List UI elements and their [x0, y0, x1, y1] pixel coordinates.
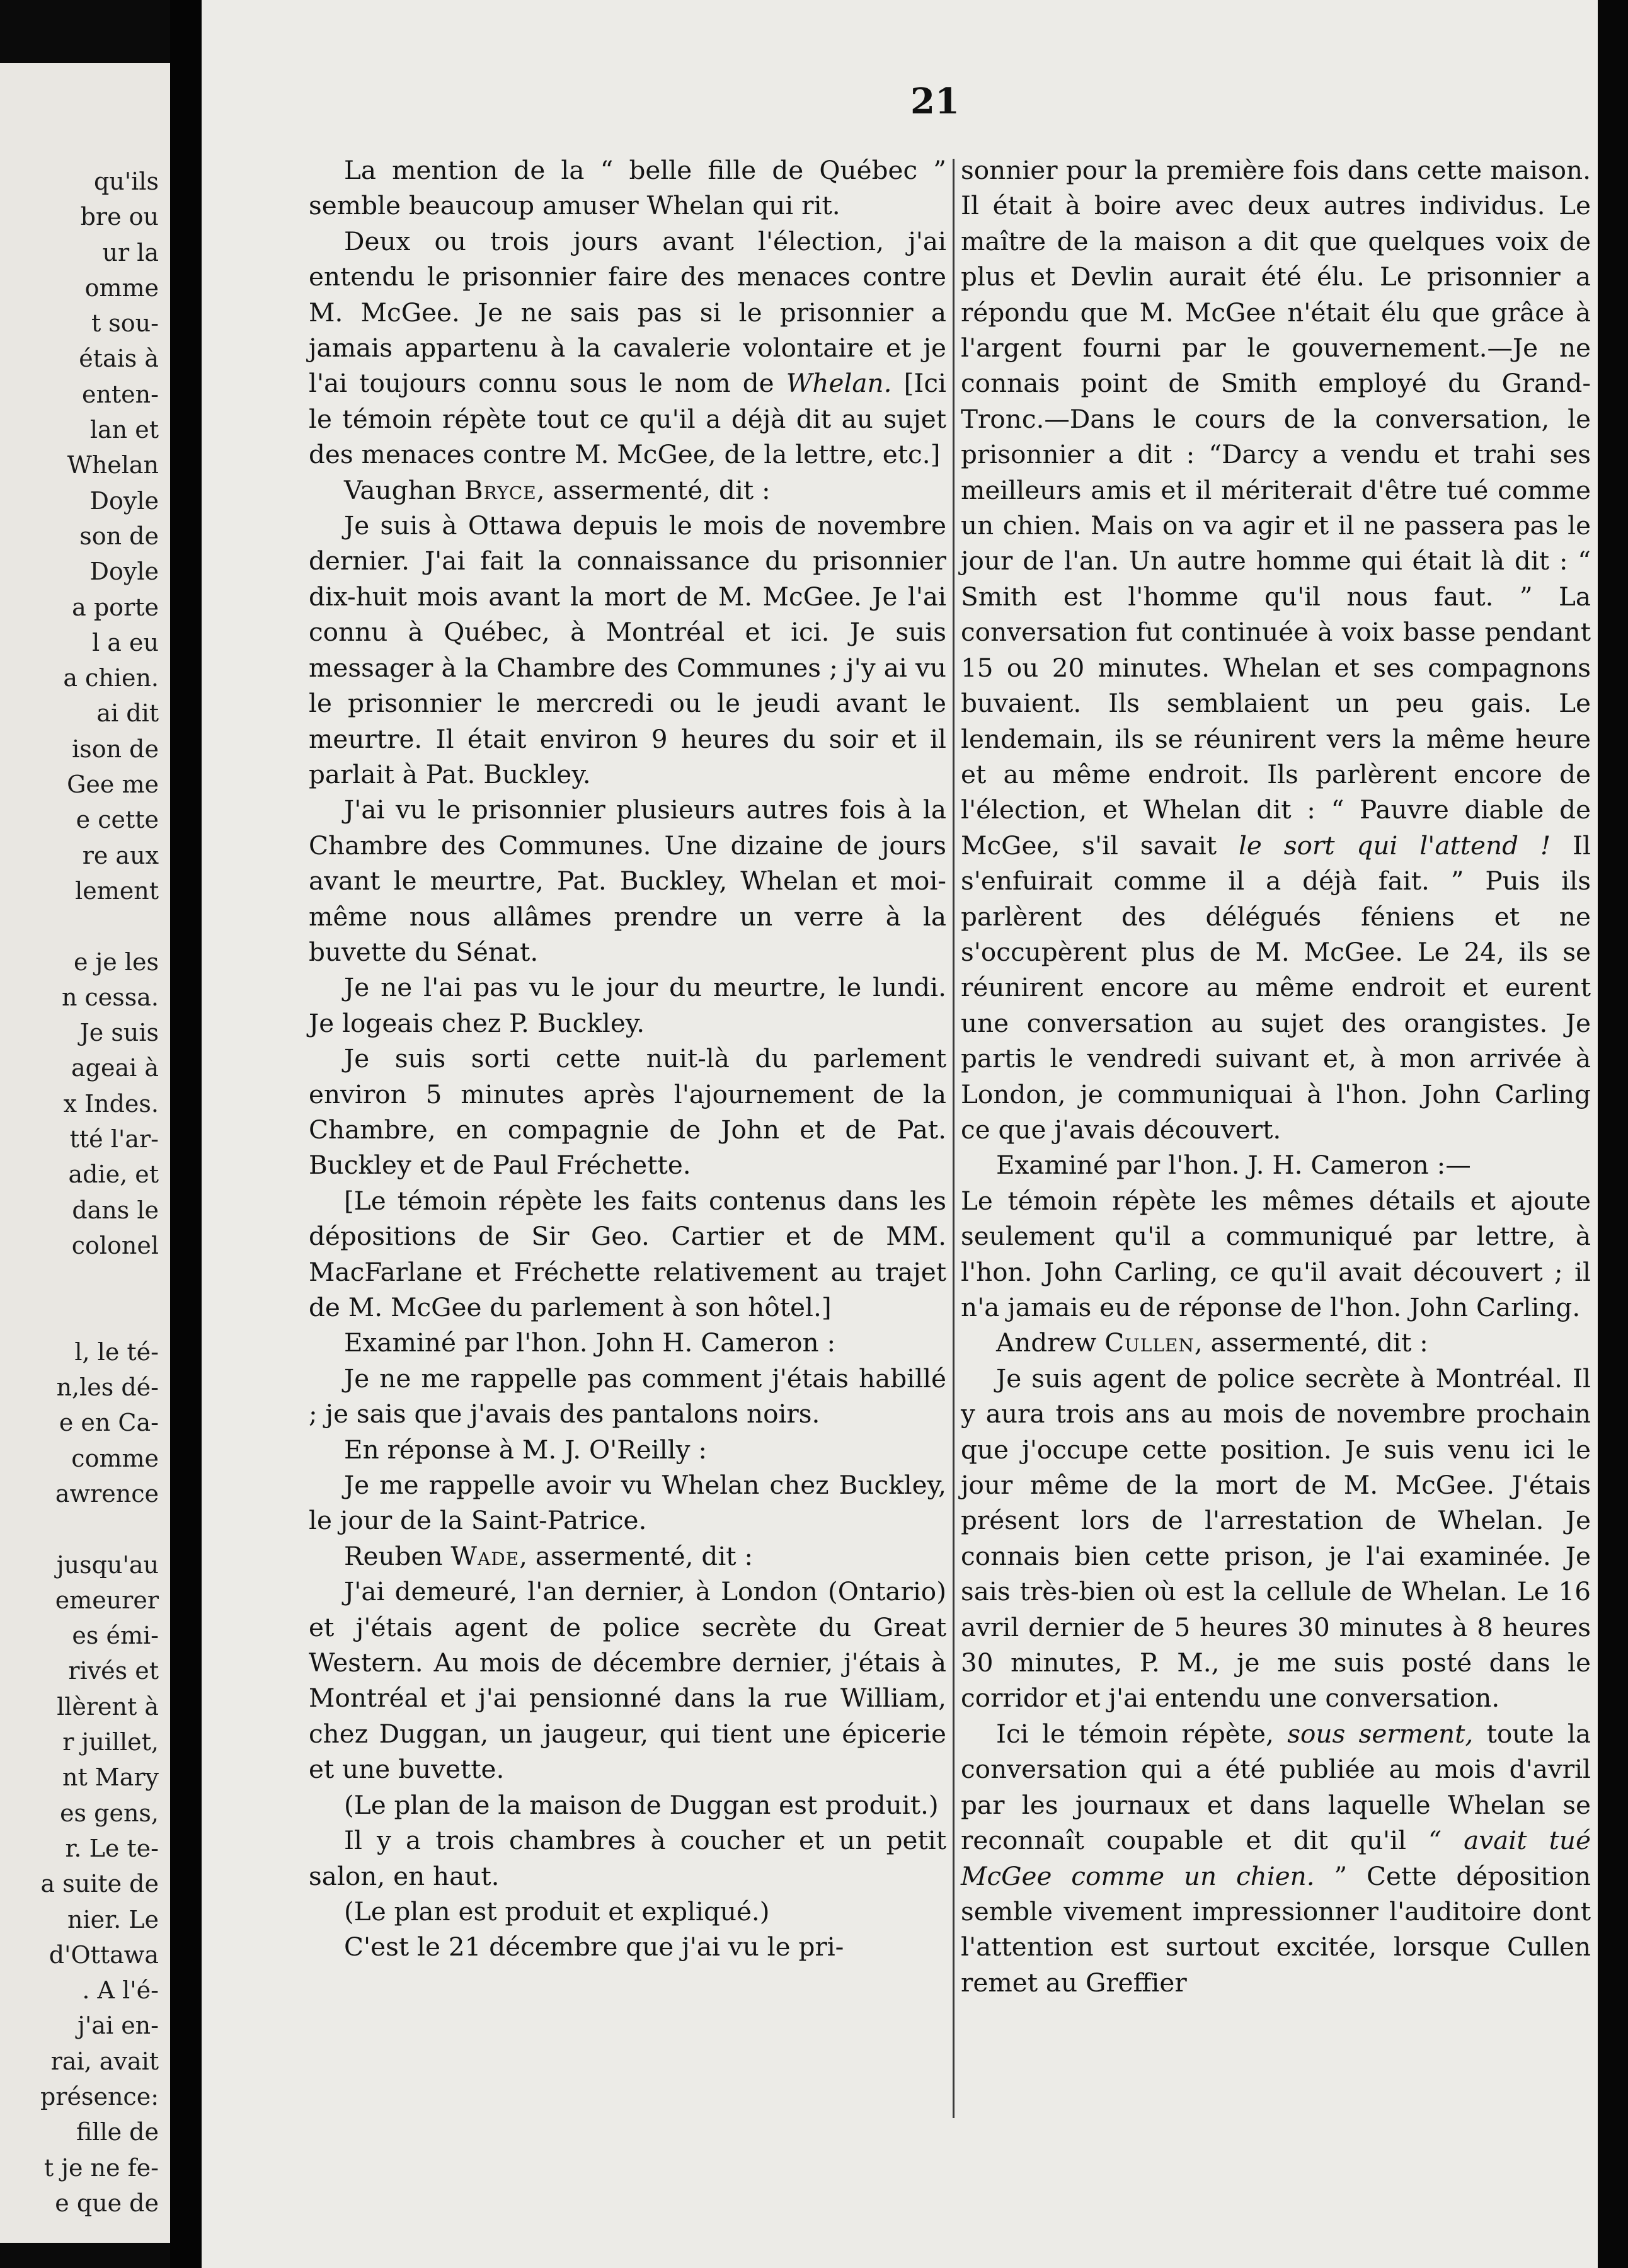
- text-run: , assermenté, dit :: [536, 474, 771, 505]
- left-page-line: t je ne fe-: [43, 2153, 159, 2182]
- left-page-line: tté l'ar-: [69, 1125, 159, 1154]
- left-page-line: ison de: [72, 735, 159, 763]
- column-divider: [953, 159, 954, 2118]
- text-run: J'ai demeuré, l'an dernier, à London (Ontario) et j'étais agent de police secrète du Great Western. Au mois de décembre dernier, j'étais à Montréal et j'ai pensionné dans la rue William, chez Duggan, un jaugeur, qui tient une épicerie et une buvette.: [309, 1576, 946, 1785]
- text-column-left: [309, 152, 946, 1965]
- text-run: (Le plan de la maison de Duggan est produit.): [344, 1789, 939, 1820]
- text-run: J'ai vu le prisonnier plusieurs autres fois à la Chambre des Communes. Une dizaine de jours avant le meurtre, Pat. Buckley, Whelan et moi-même nous allâmes prendre un verre à la buvette du Sénat.: [309, 794, 946, 967]
- paragraph: [961, 152, 1591, 1147]
- left-page-line: jusqu'au: [56, 1550, 159, 1579]
- left-facing-page: [0, 63, 170, 2243]
- left-page-line: ageai à: [71, 1054, 159, 1082]
- paragraph: [961, 1325, 1591, 1360]
- left-page-line: bre ou: [80, 203, 159, 231]
- left-page-line: e je les: [73, 948, 159, 976]
- paragraph: [309, 1823, 946, 1894]
- text-run: Le témoin répète les mêmes détails et ajoute seulement qu'il a communiqué par lettre, à l'hon. John Carling, ce qu'il avait découvert ; il n'a jamais eu de réponse de l'hon. John Carling.: [961, 1185, 1591, 1322]
- left-page-line: t sou-: [91, 309, 159, 338]
- paragraph: [309, 1183, 946, 1326]
- witness-name: Bryce: [464, 474, 537, 505]
- left-page-line: r. Le te-: [65, 1834, 159, 1862]
- left-page-line: Doyle: [89, 486, 159, 515]
- text-run: le sort qui l'attend !: [1238, 830, 1551, 861]
- left-page-line: omme: [84, 273, 159, 302]
- left-page-line: colonel: [71, 1231, 159, 1259]
- text-run: La mention de la “ belle fille de Québec ” semble beaucoup amuser Whelan qui rit.: [309, 155, 946, 221]
- left-page-line: d'Ottawa: [49, 1940, 159, 1969]
- left-page-line: lan et: [89, 416, 159, 444]
- page-right-edge: [1598, 0, 1628, 2268]
- left-page-line: re aux: [82, 841, 159, 869]
- left-page-line: a porte: [72, 593, 159, 621]
- left-page-line: présence:: [40, 2083, 159, 2111]
- left-page-line: Whelan: [67, 451, 159, 479]
- paragraph: [961, 1183, 1591, 1326]
- text-run: Il s'enfuirait comme il a déjà fait. ” Puis ils parlèrent des délégués féniens et ne s'occupèrent plus de M. McGee. Le 24, ils se réunirent encore au même endroit et eurent une conversation au sujet des orangistes. Je partis le vendredi suivant et, à mon arrivée à London, je communiquai à l'hon. John Carling ce que j'avais découvert.: [961, 830, 1591, 1145]
- paragraph: [309, 792, 946, 970]
- text-run: [Le témoin répète les faits contenus dans les dépositions de Sir Geo. Cartier et de MM. MacFarlane et Fréchette relativement au trajet de M. McGee du parlement à son hôtel.]: [309, 1185, 946, 1322]
- left-page-line: rai, avait: [50, 2047, 159, 2075]
- witness-name: Cullen: [1104, 1327, 1195, 1358]
- paragraph: [961, 1147, 1591, 1183]
- left-page-line: dans le: [72, 1196, 159, 1224]
- text-run: C'est le 21 décembre que j'ai vu le pri-: [344, 1932, 844, 1962]
- main-page: [202, 0, 1628, 2268]
- left-page-line: l, le té-: [74, 1337, 159, 1366]
- text-run: Je me rappelle avoir vu Whelan chez Buckley, le jour de la Saint-Patrice.: [309, 1470, 946, 1536]
- left-page-line: son de: [79, 522, 159, 550]
- left-page-line: n,les dé-: [56, 1373, 159, 1402]
- paragraph: [309, 1929, 946, 1964]
- text-run: Vaughan: [344, 474, 464, 505]
- left-page-line: es gens,: [60, 1799, 159, 1827]
- text-run: Je suis agent de police secrète à Montréal. Il y aura trois ans au mois de novembre prochain que j'occupe cette position. Je suis venu ici le jour même de la mort de M. McGee. J'étais présent lors de l'arrestation de Whelan. Je connais bien cette prison, je l'ai examinée. Je sais très-bien où est la cellule de Whelan. Le 16 avril dernier de 5 heures 30 minutes à 8 heures 30 minutes, P. M., je me suis posté dans le corridor et j'ai entendu une conversation.: [961, 1363, 1591, 1714]
- left-page-line: llèrent à: [57, 1692, 159, 1721]
- left-page-line: lement: [75, 876, 159, 905]
- paragraph: [961, 1716, 1591, 2000]
- text-run: Il y a trois chambres à coucher et un petit salon, en haut.: [309, 1825, 946, 1891]
- paragraph: [961, 1361, 1591, 1716]
- left-page-line: . A l'é-: [82, 1976, 159, 2005]
- text-run: ” Cette déposition semble vivement impressionner l'auditoire dont l'attention est surtout excitée, lorsque Cullen remet au Greffier: [961, 1860, 1591, 1998]
- text-run: (Le plan est produit et expliqué.): [344, 1896, 770, 1927]
- left-page-line: enten-: [81, 380, 159, 408]
- text-run: Reuben: [344, 1540, 451, 1571]
- left-page-line: ai dit: [96, 699, 159, 728]
- left-page-line: l a eu: [92, 628, 159, 656]
- text-run: toute la conversation qui a été publiée au mois d'avril par les journaux et dans laquelle Whelan se reconnaît coupable et dit qu'il: [961, 1718, 1591, 1856]
- book-gutter: [170, 0, 202, 2268]
- paragraph: [309, 224, 946, 472]
- paragraph: [309, 152, 946, 224]
- left-page-line: awrence: [55, 1479, 159, 1508]
- left-page-line: ur la: [102, 238, 159, 266]
- text-run: “ avait tué McGee comme un chien.: [961, 1825, 1591, 1891]
- left-page-line: Je suis: [79, 1019, 159, 1047]
- left-page-line: emeurer: [55, 1586, 159, 1614]
- text-run: En réponse à M. J. O'Reilly :: [344, 1434, 707, 1465]
- left-page-line: x Indes.: [63, 1089, 159, 1118]
- left-page-line: rivés et: [68, 1657, 159, 1685]
- paragraph: [309, 970, 946, 1041]
- left-page-line: Doyle: [89, 558, 159, 586]
- text-run: Whelan.: [786, 368, 892, 399]
- left-page-line: [8, 1299, 159, 1334]
- paragraph: [309, 1894, 946, 1929]
- text-run: Je ne me rappelle pas comment j'étais habillé ; je sais que j'avais des pantalons noirs.: [309, 1363, 946, 1429]
- paragraph: [309, 1432, 946, 1467]
- text-run: , assermenté, dit :: [519, 1540, 754, 1571]
- paragraph: [309, 1325, 946, 1360]
- left-page-line: nier. Le: [67, 1905, 159, 1933]
- text-run: sonnier pour la première fois dans cette maison. Il était à boire avec deux autres individus. Le maître de la maison a dit que quelques voix de plus et Devlin aurait été élu. Le prisonnier a répondu que M. McGee n'était élu que grâce à l'argent fourni par le gouvernement.—Je ne connais point de Smith employé du Grand-Tronc.—Dans le cours de la conversation, le prisonnier a dit : “Darcy a vendu et trahi ses meilleurs amis et il mériterait d'être tué comme un chien. Mais on va agir et il ne passera pas le jour de l'an. Un autre homme qui était là dit : “ Smith est l'homme qu'il nous faut. ” La conversation fut continuée à voix basse pendant 15 ou 20 minutes. Whelan et ses compagnons buvaient. Ils semblaient un peu gais. Le lendemain, ils se réunirent vers la même heure et au même endroit. Ils parlèrent encore de l'élection, et Whelan dit : “ Pauvre diable de McGee, s'il savait: [961, 155, 1591, 861]
- text-run: , assermenté, dit :: [1194, 1327, 1428, 1358]
- left-page-line: e cette: [76, 806, 159, 834]
- text-run: Examiné par l'hon. John H. Cameron :: [344, 1327, 836, 1358]
- left-page-line: qu'ils: [93, 168, 159, 195]
- text-run: Je suis à Ottawa depuis le mois de novembre dernier. J'ai fait la connaissance du prisonnier dix-huit mois avant la mort de M. McGee. Je l'ai connu à Québec, à Montréal et ici. Je suis messager à la Chambre des Communes ; j'y ai vu le prisonnier le mercredi ou le jeudi avant le meurtre. Il était environ 9 heures du soir et il parlait à Pat. Buckley.: [309, 510, 946, 789]
- left-page-line: e en Ca-: [59, 1409, 159, 1437]
- left-page-line: a chien.: [63, 664, 159, 692]
- left-page-line: fille de: [76, 2118, 159, 2146]
- paragraph: [309, 1467, 946, 1538]
- paragraph: [309, 1361, 946, 1432]
- paragraph: [309, 1574, 946, 1787]
- page-number: 21: [910, 81, 960, 122]
- left-page-line: n cessa.: [61, 983, 159, 1011]
- left-page-line: a suite de: [40, 1870, 159, 1898]
- left-page-line: adie, et: [68, 1160, 159, 1189]
- paragraph: [309, 1787, 946, 1823]
- left-page-line: es émi-: [72, 1622, 159, 1650]
- left-page-line: [8, 1263, 159, 1298]
- text-run: Examiné par l'hon. J. H. Cameron :—: [996, 1150, 1471, 1181]
- text-run: Je suis sorti cette nuit-là du parlement environ 5 minutes après l'ajournement de la Chambre, en compagnie de John et de Pat. Buckley et de Paul Fréchette.: [309, 1043, 946, 1181]
- text-run: Deux ou trois jours avant l'élection, j'ai entendu le prisonnier faire des menaces contre M. McGee. Je ne sais pas si le prisonnier a jamais appartenu à la cavalerie volontaire et je l'ai toujours connu sous le nom de: [309, 226, 946, 399]
- text-run: Ici le témoin répète,: [996, 1718, 1288, 1749]
- paragraph: [309, 1538, 946, 1574]
- left-page-line: r juillet,: [62, 1728, 159, 1756]
- text-column-right: [961, 152, 1591, 2000]
- text-run: Andrew: [996, 1327, 1105, 1358]
- left-page-line: Gee me: [67, 770, 159, 799]
- left-page-line: j'ai en-: [77, 2012, 159, 2040]
- left-page-text-fragments: [8, 164, 159, 2221]
- text-run: [Ici le témoin répète tout ce qu'il a déjà dit au sujet des menaces contre M. McGee, de la lettre, etc.]: [309, 368, 947, 470]
- left-page-line: comme: [71, 1444, 159, 1472]
- paragraph: [309, 472, 946, 508]
- text-run: sous serment,: [1287, 1718, 1474, 1749]
- left-page-line: nt Mary: [62, 1763, 159, 1792]
- left-page-line: e que de: [55, 2189, 159, 2217]
- paragraph: [309, 508, 946, 792]
- left-page-line: [8, 908, 159, 944]
- left-page-line: étais à: [79, 345, 159, 373]
- paragraph: [309, 1041, 946, 1183]
- left-page-line: [8, 1511, 159, 1547]
- witness-name: Wade: [450, 1540, 520, 1571]
- text-run: Je ne l'ai pas vu le jour du meurtre, le lundi. Je logeais chez P. Buckley.: [309, 972, 946, 1038]
